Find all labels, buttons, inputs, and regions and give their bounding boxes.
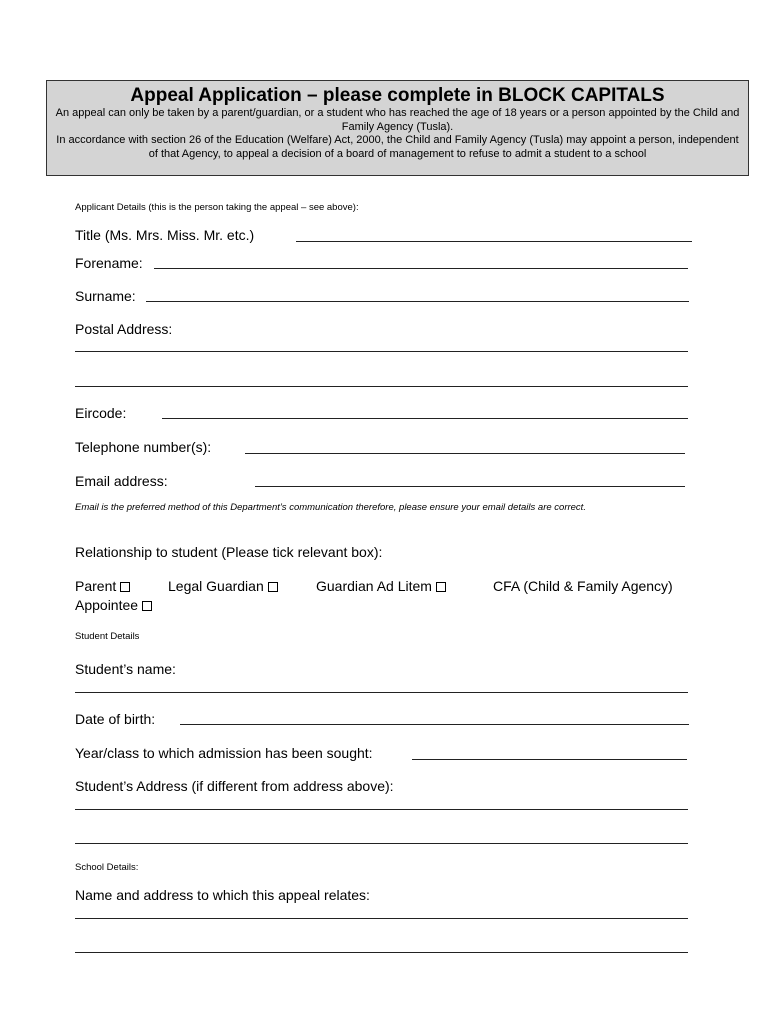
postal-address-line-1[interactable] (75, 351, 688, 352)
title-field[interactable] (296, 241, 692, 242)
option-label: CFA (Child & Family Agency) (493, 578, 673, 594)
student-address-label: Student’s Address (if different from address above): (75, 778, 394, 794)
email-label: Email address: (75, 473, 168, 489)
student-address-line-2[interactable] (75, 843, 688, 844)
checkbox-icon[interactable] (120, 582, 130, 592)
student-heading: Student Details (75, 631, 140, 642)
school-address-line-2[interactable] (75, 952, 688, 953)
email-note: Email is the preferred method of this Department’s communication therefore, please ensure your email details are correct. (75, 502, 586, 513)
legal-note: In accordance with section 26 of the Education (Welfare) Act, 2000, the Child and Family Agency (Tusla) may appoint a person, independent of that Agency, to appeal a decision of a board of management to refuse to admit a student to a school (56, 134, 739, 160)
option-label: Appointee (75, 597, 139, 613)
checkbox-icon[interactable] (142, 601, 152, 611)
year-class-field[interactable] (412, 759, 687, 760)
year-class-label: Year/class to which admission has been sought: (75, 745, 373, 761)
relationship-label: Relationship to student (Please tick relevant box): (75, 544, 383, 560)
school-address-line-1[interactable] (75, 918, 688, 919)
student-name-field[interactable] (75, 692, 688, 693)
eircode-label: Eircode: (75, 405, 127, 421)
relationship-option-appointee[interactable] (75, 597, 152, 613)
email-field[interactable] (255, 486, 685, 487)
eligibility-note: An appeal can only be taken by a parent/guardian, or a student who has reached the age of 18 years or a person appointed by the Child and Family Agency (Tusla). (55, 107, 740, 133)
postal-address-line-2[interactable] (75, 386, 688, 387)
applicant-heading: Applicant Details (this is the person taking the appeal – see above): (75, 202, 359, 213)
dob-label: Date of birth: (75, 711, 156, 727)
relationship-option-cfa[interactable] (493, 578, 673, 594)
relationship-option-guardian-ad-litem[interactable] (316, 578, 446, 594)
option-label: Legal Guardian (168, 578, 264, 594)
relationship-option-parent[interactable] (75, 578, 130, 594)
postal-address-label: Postal Address: (75, 321, 173, 337)
telephone-field[interactable] (245, 453, 685, 454)
forename-field[interactable] (154, 268, 688, 269)
school-name-label: Name and address to which this appeal relates: (75, 887, 370, 903)
dob-field[interactable] (180, 724, 689, 725)
checkbox-icon[interactable] (436, 582, 446, 592)
surname-label: Surname: (75, 288, 136, 304)
option-label: Guardian Ad Litem (316, 578, 432, 594)
student-name-label: Student’s name: (75, 661, 176, 677)
checkbox-icon[interactable] (268, 582, 278, 592)
title-label: Title (Ms. Mrs. Miss. Mr. etc.) (75, 227, 255, 243)
eircode-field[interactable] (162, 418, 688, 419)
telephone-label: Telephone number(s): (75, 439, 212, 455)
form-header (46, 80, 749, 176)
surname-field[interactable] (146, 301, 689, 302)
school-heading: School Details: (75, 862, 139, 873)
option-label: Parent (75, 578, 117, 594)
relationship-option-legal-guardian[interactable] (168, 578, 278, 594)
forename-label: Forename: (75, 255, 143, 271)
student-address-line-1[interactable] (75, 809, 688, 810)
form-title: Appeal Application – please complete in BLOCK CAPITALS (130, 85, 665, 106)
